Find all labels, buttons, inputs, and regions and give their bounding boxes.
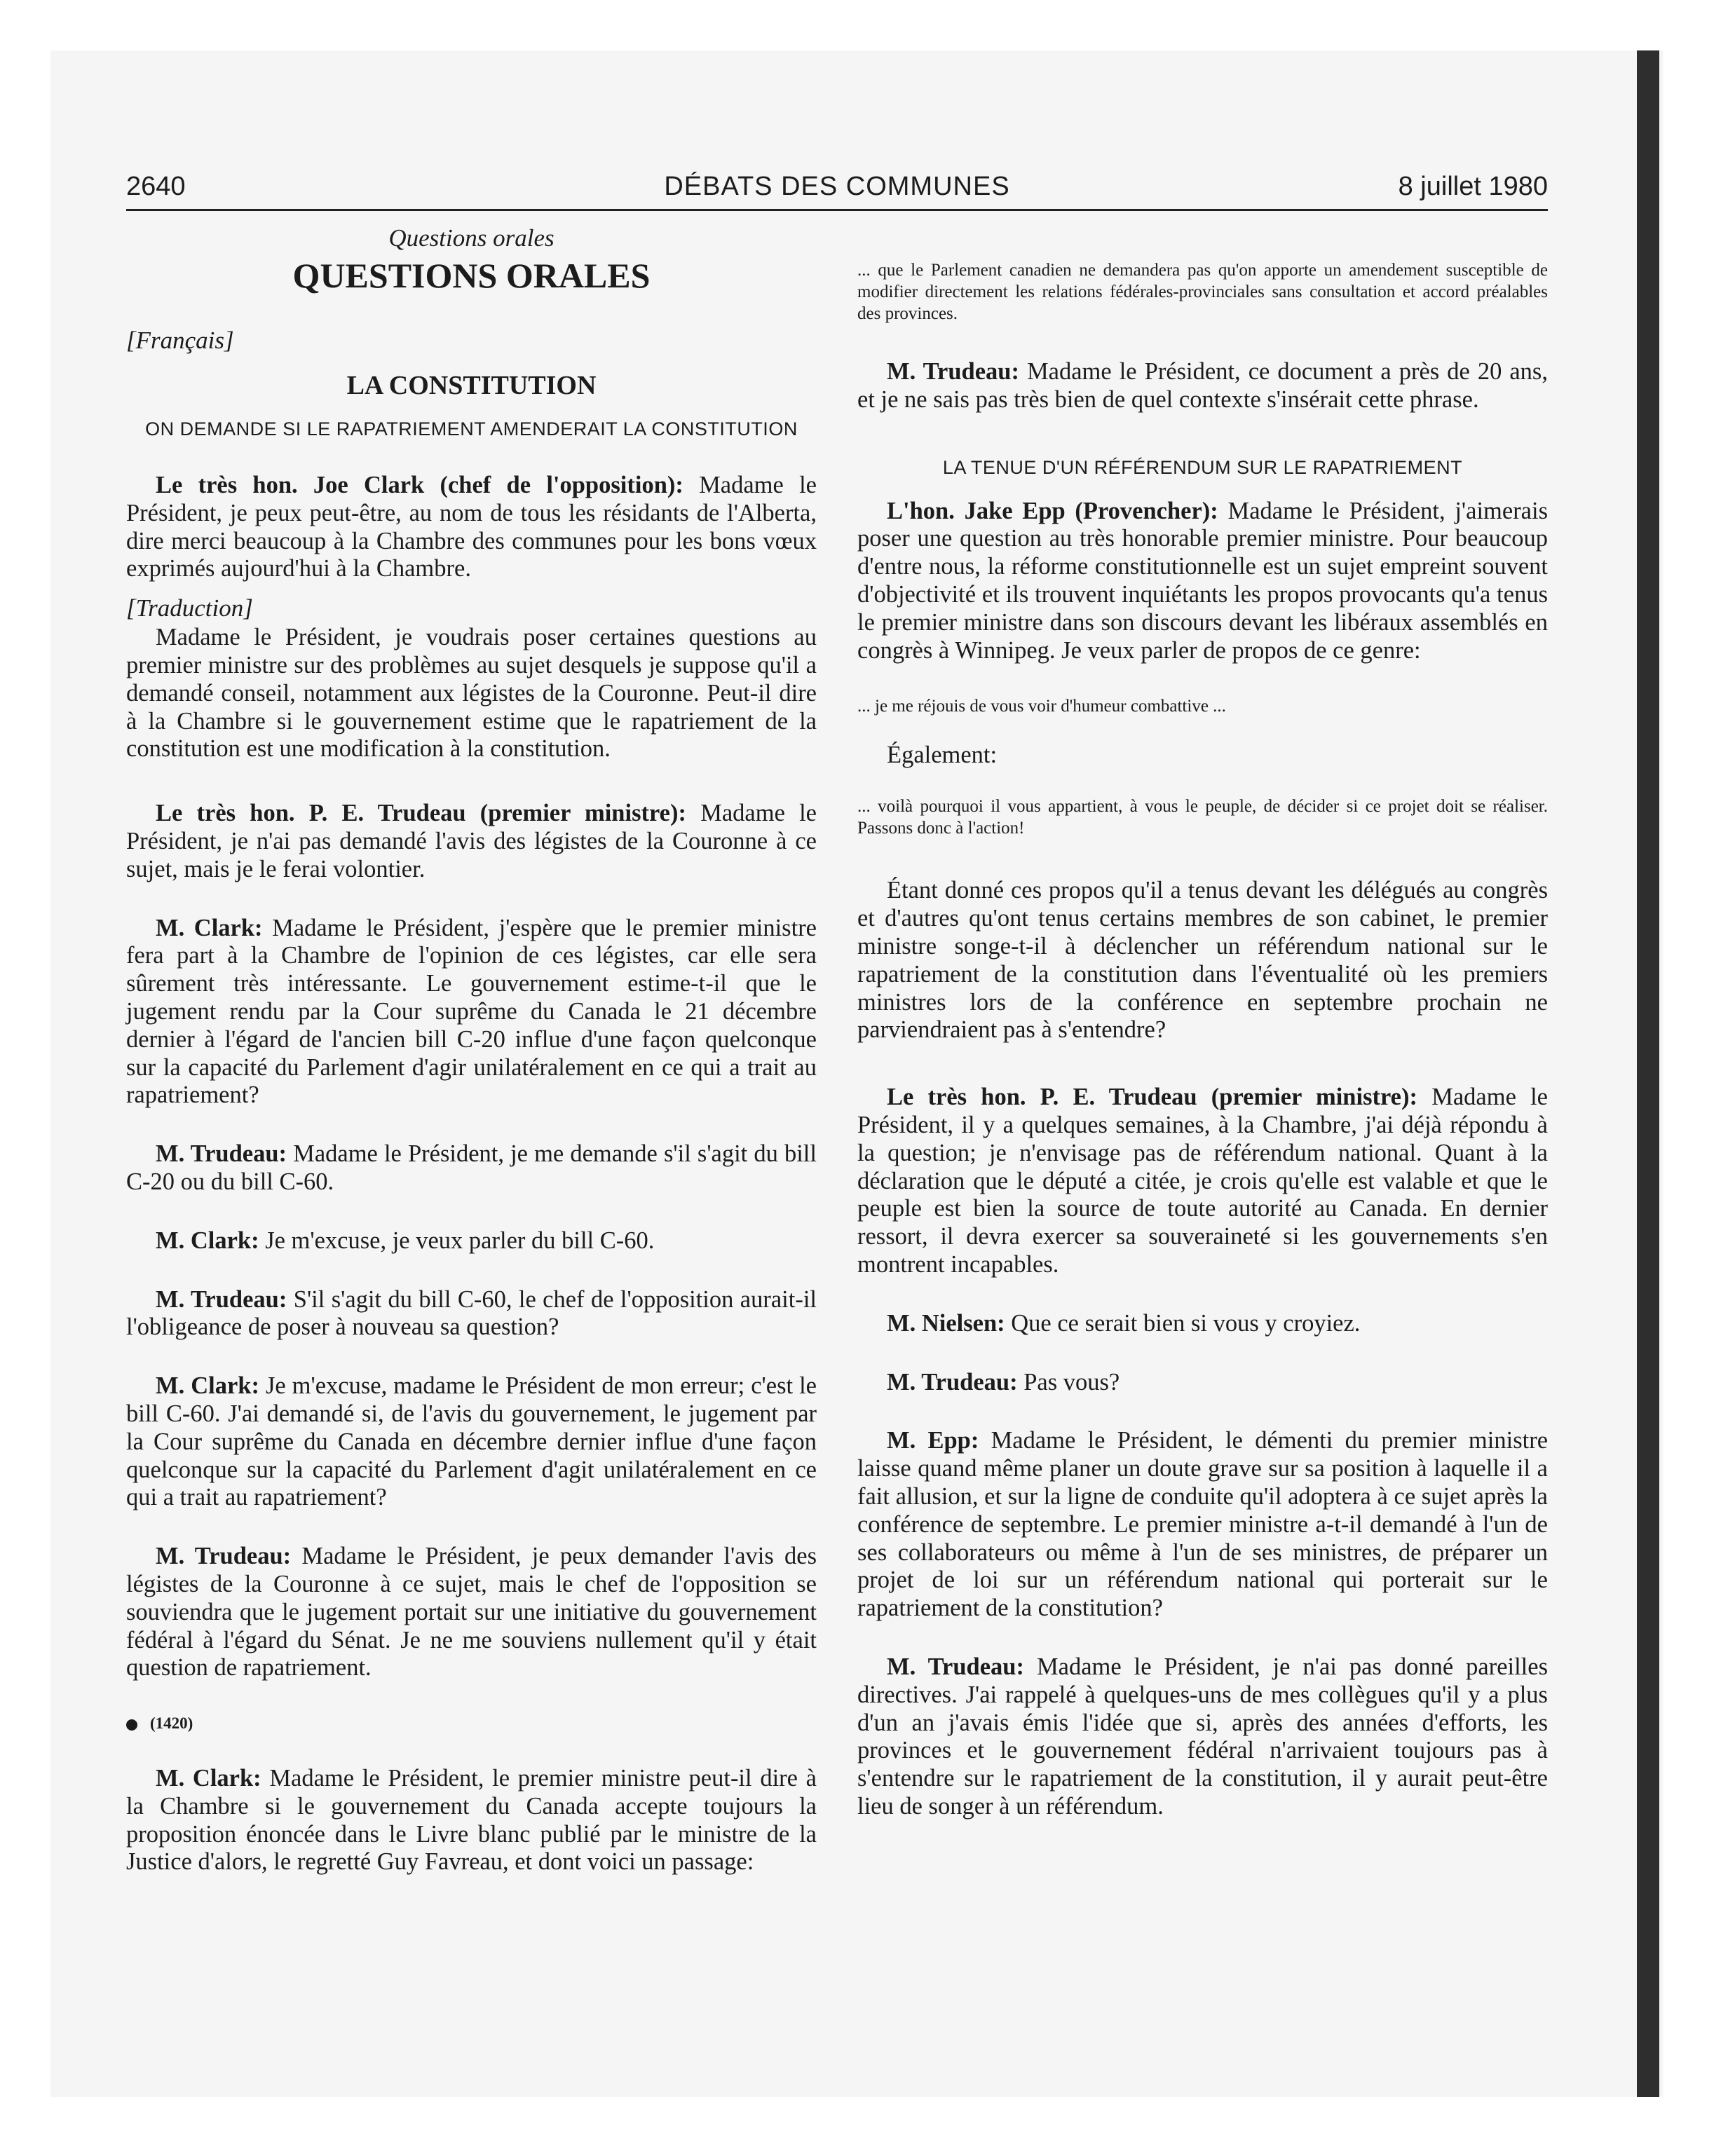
speech-paragraph: M. Epp: Madame le Président, le démenti du premier ministre laisse quand même planer un doute grave sur sa position à laquelle il a fait allusion, et sur la ligne de conduite qu'il adoptera à ce sujet après la conférence de septembre. Le premier ministre a-t-il demandé à l'un de ses collaborateurs ou même à l'un de ses ministres, de préparer un projet de loi sur un référendum national qui porterait sur le rapatriement de la constitution?: [857, 1427, 1549, 1622]
publication-date: 8 juillet 1980: [1398, 172, 1548, 201]
block-quote: ... que le Parlement canadien ne demandera pas qu'on apporte un amendement susceptible de modifier directement les relations fédérales-provinciales sans consultation et accord préalables des provinces.: [857, 261, 1548, 323]
speech-paragraph: M. Trudeau: Madame le Président, je n'ai pas donné pareilles directives. J'ai rappelé à quelques-uns de mes collègues qu'il y a plus d'un an j'avais émis l'idée que si, après des années d'efforts, les provinces et le gouvernement fédéral n'arrivaient toujours pas à s'entendre sur le rapatriement de la constitution, il y aurait peut-être lieu de songer à un référendum.: [857, 1653, 1548, 1820]
speech-paragraph: M. Clark: Madame le Président, j'espère que le premier ministre fera part à la Chambre de l'opinion de ces légistes, car elle sera sûrement très intéressante. Le gouvernement estime-t-il que le jugement rendu par la Cour suprême du Canada le 21 décembre dernier à l'égard de l'ancien bill C-20 influe d'une façon quelconque sur la capacité du Parlement d'agir unilatéralement en ce qui a trait au rapatriement?: [126, 914, 817, 1109]
speaker: M. Clark:: [156, 914, 263, 941]
block-quote: ... voilà pourquoi il vous appartient, à vous le peuple, de décider si ce projet doit se réaliser. Passons donc à l'action!: [857, 797, 1548, 838]
speech-paragraph: Le très hon. P. E. Trudeau (premier ministre): Madame le Président, il y a quelques semaines, à la Chambre, j'ai déjà répondu à la question; je n'envisage pas de référendum national. Quant à la déclaration que le député a citée, je crois qu'elle est valable et que le peuple est bien la source de toute autorité au Canada. En dernier ressort, il devra exercer sa souveraineté si les gouvernements s'en montrent incapables.: [857, 1084, 1548, 1278]
speech-paragraph: M. Clark: Je m'excuse, je veux parler du bill C-60.: [156, 1227, 655, 1254]
right-column: [857, 223, 1548, 1852]
block-quote: ... je me réjouis de vous voir d'humeur combattive ...: [857, 697, 1226, 716]
topic-heading: LA CONSTITUTION: [346, 371, 597, 400]
speaker: M. Trudeau:: [887, 358, 1019, 385]
speech-paragraph: Étant donné ces propos qu'il a tenus devant les délégués au congrès et d'autres qu'ont tenus certains membres de son cabinet, le premier ministre songe-t-il à déclencher un référendum national sur le rapatriement de la constitution dans l'éventualité où les premiers ministres lors de la conférence en septembre prochain ne parviendraient pas à s'entendre?: [857, 877, 1548, 1044]
speaker: M. Trudeau:: [887, 1653, 1024, 1680]
speaker: M. Clark:: [156, 1372, 259, 1400]
speaker: M. Trudeau:: [156, 1285, 287, 1313]
speech-paragraph: Madame le Président, je voudrais poser certaines questions au premier ministre sur des problèmes au sujet desquels je suppose qu'il a demandé conseil, notamment aux légistes de la Couronne. Peut-il dire à la Chambre si le gouvernement estime que le rapatriement de la constitution est une modification à la constitution.: [126, 624, 817, 763]
speaker: M. Trudeau:: [887, 1368, 1018, 1396]
speech-paragraph: Le très hon. P. E. Trudeau (premier ministre): Madame le Président, je n'ai pas demandé l'avis des légistes de la Couronne à ce sujet, mais je le ferai volontier.: [126, 800, 817, 882]
speaker: M. Nielsen:: [887, 1309, 1005, 1337]
section-running-title: Questions orales: [388, 224, 554, 252]
speech-paragraph: M. Trudeau: Pas vous?: [887, 1368, 1120, 1396]
bullet-icon: [126, 1719, 137, 1731]
speaker: Le très hon. Joe Clark (chef de l'opposition):: [156, 472, 683, 498]
speaker: M. Clark:: [156, 1227, 259, 1254]
text-line: Également:: [887, 742, 998, 769]
speaker: Le très hon. P. E. Trudeau (premier ministre):: [887, 1084, 1417, 1111]
speech-paragraph: M. Trudeau: Madame le Président, ce document a près de 20 ans, et je ne sais pas très bien de quel contexte s'insérait cette phrase.: [857, 358, 1548, 413]
scan-edge-bar: [1637, 50, 1659, 2097]
section-title: QUESTIONS ORALES: [292, 256, 651, 295]
speech-paragraph: L'hon. Jake Epp (Provencher): Madame le Président, j'aimerais poser une question au très honorable premier ministre. Pour beaucoup d'entre nous, la réforme constitutionnelle est un sujet empreint souvent d'objectivité et ils trouvent inquiétants les propos provocants qu'a tenus le premier ministre dans son discours devant les libéraux assemblés en congrès à Winnipeg. Je veux parler de propos de ce genre:: [857, 497, 1549, 664]
speech-paragraph: M. Trudeau: S'il s'agit du bill C-60, le chef de l'opposition aurait-il l'obligeance de poser à nouveau sa question?: [126, 1285, 817, 1341]
speaker: L'hon. Jake Epp (Provencher):: [887, 497, 1218, 524]
subtopic-heading: LA TENUE D'UN RÉFÉRENDUM SUR LE RAPATRIEMENT: [942, 456, 1463, 478]
time-marker: (1420): [126, 1713, 817, 1734]
speech-paragraph: M. Clark: Je m'excuse, madame le Président de mon erreur; c'est le bill C-60. J'ai demandé si, de l'avis du gouvernement, le jugement par la Cour suprême du Canada en décembre dernier influe d'une façon quelconque sur la capacité du Parlement d'agit unilatéralement en ce qui a trait au rapatriement?: [126, 1372, 817, 1511]
publication-title: DÉBATS DES COMMUNES: [664, 172, 1010, 201]
speech-paragraph: M. Trudeau: Madame le Président, je me demande s'il s'agit du bill C-20 ou du bill C-60.: [126, 1140, 817, 1195]
speech-paragraph: M. Nielsen: Que ce serait bien si vous y croyiez.: [887, 1309, 1361, 1337]
page-number: 2640: [126, 172, 186, 201]
speaker: M. Clark:: [156, 1765, 261, 1792]
left-column: [126, 223, 817, 1907]
speaker: M. Trudeau:: [156, 1543, 292, 1570]
speaker: M. Trudeau:: [156, 1140, 287, 1168]
language-marker: [Traduction]: [126, 594, 253, 622]
page-header: [126, 167, 1548, 211]
speech-paragraph: M. Trudeau: Madame le Président, je peux demander l'avis des légistes de la Couronne à ce sujet, mais le chef de l'opposition se souviendra que le jugement portait sur une initiative du gouvernement fédéral à l'égard du Sénat. Je ne me souviens nullement qu'il y était question de rapatriement.: [126, 1543, 817, 1681]
speaker: M. Epp:: [887, 1427, 979, 1454]
subtopic-heading: ON DEMANDE SI LE RAPATRIEMENT AMENDERAIT LA CONSTITUTION: [145, 418, 798, 439]
speech-paragraph: Le très hon. Joe Clark (chef de l'opposition): Madame le Président, je peux peut-être, au nom de tous les résidants de l'Alberta, dire merci beaucoup à la Chambre des communes pour les bons vœux exprimés aujourd'hui à la Chambre.: [126, 472, 817, 582]
language-marker: [Français]: [126, 327, 234, 354]
speaker: Le très hon. P. E. Trudeau (premier ministre):: [156, 800, 686, 827]
speech-paragraph: M. Clark: Madame le Président, le premier ministre peut-il dire à la Chambre si le gouvernement du Canada accepte toujours la proposition énoncée dans le Livre blanc publié par le ministre de la Justice d'alors, le regretté Guy Favreau, et dont voici un passage:: [126, 1765, 817, 1876]
